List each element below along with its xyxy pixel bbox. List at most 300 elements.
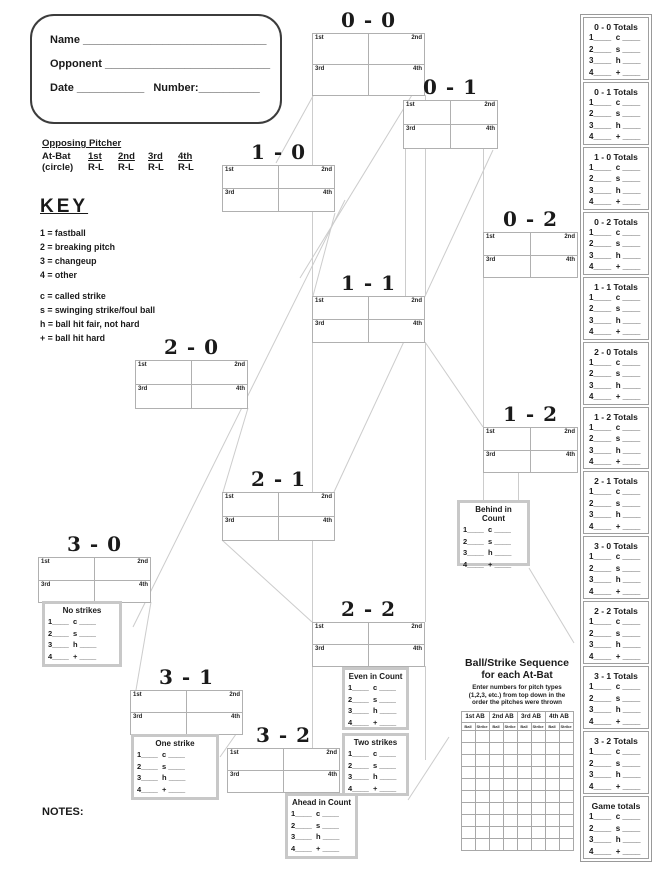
sequence-cell <box>559 838 573 850</box>
sequence-cell <box>489 826 503 838</box>
cell-label: 2nd <box>326 750 337 756</box>
sequence-cell <box>517 742 531 754</box>
strike-subheader: Strike <box>532 723 544 729</box>
cell-label: 1st <box>315 35 324 41</box>
cell-label: 4th <box>236 386 245 392</box>
tally-row: 4____ + ____ <box>48 651 97 661</box>
totals-box <box>583 212 649 275</box>
pitch-cell <box>136 361 192 385</box>
tally-row: 3____ h ____ <box>589 640 641 650</box>
sequence-cell <box>545 730 559 742</box>
sequence-cell <box>531 730 545 742</box>
sequence-cell <box>545 826 559 838</box>
key-line: 2 = breaking pitch <box>40 242 116 252</box>
sequence-cell <box>503 814 517 826</box>
ball-subheader: Ball <box>517 722 531 730</box>
cell-label: 1st <box>406 102 415 108</box>
tally-row: 3____ h ____ <box>589 315 641 325</box>
sequence-cell <box>545 742 559 754</box>
tally-row: 2____ s ____ <box>589 758 641 768</box>
cell-label: 4th <box>323 190 332 196</box>
tally-row: 4____ + ____ <box>589 327 641 337</box>
tally-row: 1____ c ____ <box>589 487 641 497</box>
pitch-cell <box>284 771 340 792</box>
sequence-cell <box>545 790 559 802</box>
cell-label: 4th <box>231 714 240 720</box>
pitch-cell <box>223 166 279 189</box>
totals-box <box>583 536 649 599</box>
situation-title: Ahead in Count <box>291 798 352 807</box>
rl-option: R-L <box>88 162 104 173</box>
name-field: Name ______________________________ <box>50 34 267 46</box>
key-line: + = ball hit hard <box>40 333 106 343</box>
sequence-cell <box>531 802 545 814</box>
tally-row: 4____ + ____ <box>589 521 641 531</box>
totals-box <box>583 796 649 859</box>
tally-row: 1____ c ____ <box>589 422 641 432</box>
tally-row: 2____ s ____ <box>589 109 641 119</box>
count-title: 3 - 1 <box>158 665 215 689</box>
tally-row: 3____ h ____ <box>589 510 641 520</box>
sequence-cell <box>545 838 559 850</box>
tally-row: 1____ c ____ <box>589 162 641 172</box>
tally-row: 1____ c ____ <box>589 812 641 822</box>
sequence-cell <box>503 778 517 790</box>
cell-label: 3rd <box>138 386 148 392</box>
sequence-cell <box>503 826 517 838</box>
tally-row: 2____ s ____ <box>348 694 396 704</box>
key-line: 3 = changeup <box>40 256 97 266</box>
totals-box <box>583 601 649 664</box>
count-title: 0 - 1 <box>422 75 479 99</box>
totals-title: 3 - 0 Totals <box>594 541 638 552</box>
sequence-subtitle: for each At-Bat <box>481 670 553 681</box>
totals-title: 0 - 1 Totals <box>594 86 638 97</box>
sequence-cell <box>517 754 531 766</box>
count-grid <box>227 748 340 793</box>
tally-row: 3____ h ____ <box>463 548 512 557</box>
count-box-1-2 <box>483 403 578 473</box>
pitch-cell <box>279 189 335 211</box>
tally-row: 2____ s ____ <box>291 820 339 830</box>
pitch-cell <box>228 749 284 771</box>
pitch-cell <box>131 713 187 734</box>
pitch-cell <box>39 581 95 603</box>
count-title: 2 - 0 <box>163 335 220 359</box>
tally-row: 3____ h ____ <box>348 772 397 781</box>
pitch-cell <box>369 320 425 342</box>
count-title: 1 - 0 <box>250 140 307 164</box>
sequence-cell <box>489 838 503 850</box>
sequence-cell <box>503 838 517 850</box>
ab-col-2nd: 2nd <box>118 151 135 162</box>
totals-box <box>583 407 649 470</box>
key-line: h = ball hit fair, not hard <box>40 319 140 329</box>
sequence-cell <box>517 814 531 826</box>
sequence-cell <box>559 778 573 790</box>
tally-row: 1____ c ____ <box>589 747 641 757</box>
cell-label: 1st <box>315 298 324 304</box>
cell-label: 1st <box>225 494 234 500</box>
cell-label: 3rd <box>41 581 51 588</box>
count-box-2-1 <box>222 468 335 541</box>
count-grid <box>403 100 498 149</box>
sequence-cell <box>503 730 517 742</box>
date-number-field: Date ___________ Number:__________ <box>50 82 260 94</box>
tally-row: 1____ c ____ <box>589 227 641 237</box>
count-title: 2 - 1 <box>250 467 307 491</box>
behind-in-count-box <box>457 500 530 569</box>
tally-row: 4____ + ____ <box>348 717 397 727</box>
tally-row: 3____ h ____ <box>589 575 641 585</box>
pitch-cell <box>531 451 578 473</box>
sequence-cell <box>461 754 475 766</box>
sequence-cell <box>461 778 475 790</box>
sequence-cell <box>475 814 489 826</box>
sequence-cell <box>503 754 517 766</box>
sequence-cell <box>461 838 475 850</box>
pitch-cell <box>484 256 531 278</box>
sequence-cell <box>559 766 573 778</box>
sequence-cell <box>489 790 503 802</box>
sequence-cell <box>461 802 475 814</box>
two-strikes-box <box>342 733 409 796</box>
tally-row: 4____ + ____ <box>589 846 641 856</box>
sequence-cell <box>517 766 531 778</box>
count-grid <box>483 427 578 473</box>
pitch-cell <box>223 493 279 517</box>
circle-label: (circle) <box>42 162 74 173</box>
situation-title: One strike <box>155 739 195 748</box>
tally-row: 4____ + ____ <box>589 716 641 726</box>
at-bat-label: At-Bat <box>42 151 71 162</box>
totals-box <box>583 471 649 534</box>
sequence-cell <box>531 838 545 850</box>
tally-row: 2____ s ____ <box>589 239 641 249</box>
sequence-cell <box>531 754 545 766</box>
sequence-title: Ball/Strike Sequence <box>465 657 569 669</box>
situation-title: Even in Count <box>348 672 403 681</box>
count-title: 1 - 1 <box>340 271 397 295</box>
tally-row: 3____ h ____ <box>589 56 641 65</box>
totals-box <box>583 147 649 210</box>
pitch-cell <box>279 166 335 189</box>
count-grid <box>135 360 248 409</box>
sequence-cell <box>517 778 531 790</box>
cell-label: 3rd <box>225 518 235 524</box>
cell-label: 2nd <box>564 429 575 435</box>
ab-header: 2nd AB <box>489 711 517 722</box>
sequence-cell <box>531 826 545 838</box>
sequence-cell <box>503 790 517 802</box>
cell-label: 4th <box>413 646 422 652</box>
tally-row: 4____ + ____ <box>589 197 641 207</box>
opponent-field: Opponent ___________________________ <box>50 58 271 70</box>
sequence-cell <box>517 790 531 802</box>
cell-label: 4th <box>486 126 495 132</box>
sequence-cell <box>489 802 503 814</box>
tally-row: 2____ s ____ <box>48 628 96 638</box>
tally-row: 1____ c ____ <box>137 750 185 759</box>
count-grid <box>312 622 425 667</box>
count-grid <box>222 165 335 212</box>
ahead-in-count-box <box>285 793 358 859</box>
cell-label: 1st <box>486 429 495 435</box>
sequence-cell <box>489 730 503 742</box>
pitch-cell <box>187 691 243 713</box>
cell-label: 2nd <box>411 298 422 304</box>
ball-subheader: Ball <box>489 722 503 730</box>
opposing-pitcher-title: Opposing Pitcher <box>42 138 122 149</box>
count-box-3-0 <box>38 533 151 603</box>
totals-title: 1 - 0 Totals <box>594 151 638 162</box>
cell-label: 2nd <box>234 362 245 368</box>
tally-row: 1____ c ____ <box>589 97 641 107</box>
tally-row: 2____ s ____ <box>589 304 641 314</box>
ab-header: 1st AB <box>461 711 489 722</box>
pitch-cell <box>369 297 425 320</box>
sequence-cell <box>545 802 559 814</box>
tally-row: 1____ c ____ <box>589 552 641 562</box>
pitch-cell <box>313 65 369 95</box>
sequence-cell <box>559 826 573 838</box>
tally-row: 4____ + ____ <box>589 457 641 467</box>
ab-header: 3rd AB <box>517 711 545 722</box>
sequence-cell <box>559 802 573 814</box>
situation-title: Behind in Count <box>475 505 512 523</box>
tally-row: 3____ h ____ <box>291 832 340 841</box>
totals-box <box>583 731 649 794</box>
count-box-1-0 <box>222 141 335 212</box>
sequence-cell <box>559 790 573 802</box>
totals-title: 3 - 2 Totals <box>594 736 638 747</box>
tally-row: 3____ h ____ <box>589 770 641 780</box>
ab-col-4th: 4th <box>178 151 193 162</box>
situation-title: No strikes <box>62 606 102 615</box>
cell-label: 3rd <box>315 646 325 652</box>
sequence-cell <box>503 766 517 778</box>
tally-row: 4____ + ____ <box>589 392 641 402</box>
tally-row: 3____ h ____ <box>589 120 641 130</box>
strike-subheader: Strike <box>476 723 488 729</box>
cell-label: 1st <box>41 559 50 565</box>
tally-row: 1____ c ____ <box>48 617 96 626</box>
tally-row: 2____ s ____ <box>589 693 641 703</box>
sequence-instructions: Enter numbers for pitch types (1,2,3, etc.) from top down in the order the pitches were thrown <box>468 684 566 706</box>
tally-row: 1____ c ____ <box>291 809 339 818</box>
cell-label: 2nd <box>137 559 148 565</box>
pitch-cell <box>369 645 425 666</box>
pitch-cell <box>228 771 284 792</box>
tally-row: 1____ c ____ <box>348 683 396 692</box>
player-info-box <box>30 14 282 124</box>
sequence-cell <box>475 754 489 766</box>
cell-label: 1st <box>138 362 147 368</box>
cell-label: 1st <box>225 167 234 173</box>
cell-label: 2nd <box>564 234 575 240</box>
pitch-cell <box>313 297 369 320</box>
rl-option: R-L <box>178 162 194 173</box>
sequence-cell <box>475 790 489 802</box>
sequence-cell <box>461 766 475 778</box>
sequence-cell <box>531 742 545 754</box>
pitch-cell <box>279 517 335 540</box>
tally-row: 3____ h ____ <box>348 706 397 715</box>
pitch-cell <box>95 581 151 603</box>
cell-label: 3rd <box>315 321 325 327</box>
count-grid <box>222 492 335 541</box>
tally-row: 1____ c ____ <box>463 525 511 534</box>
count-box-3-2 <box>227 724 340 793</box>
one-strike-box <box>131 734 219 800</box>
sequence-cell <box>517 730 531 742</box>
tally-row: 2____ s ____ <box>589 628 641 638</box>
key-line: s = swinging strike/foul ball <box>40 305 156 315</box>
tally-row: 3____ h ____ <box>589 185 641 195</box>
pitch-cell <box>95 558 151 581</box>
ab-col-1st: 1st <box>88 151 102 162</box>
sequence-cell <box>489 742 503 754</box>
cell-label: 1st <box>230 750 239 756</box>
count-title: 0 - 2 <box>502 207 559 231</box>
totals-title: 1 - 1 Totals <box>594 281 638 292</box>
sequence-cell <box>531 814 545 826</box>
tally-row: 2____ s ____ <box>589 823 641 833</box>
key-line: 4 = other <box>40 270 77 280</box>
tally-row: 3____ h ____ <box>137 773 186 782</box>
tally-row: 2____ s ____ <box>589 563 641 573</box>
totals-title: 1 - 2 Totals <box>594 411 638 422</box>
cell-label: 4th <box>413 321 422 327</box>
sequence-cell <box>461 790 475 802</box>
rl-option: R-L <box>118 162 134 173</box>
sequence-cell <box>559 742 573 754</box>
count-title: 2 - 2 <box>340 597 397 621</box>
tally-row: 4____ + ____ <box>348 783 397 793</box>
tally-row: 3____ h ____ <box>48 640 97 649</box>
ball-subheader: Ball <box>545 722 559 730</box>
count-grid <box>312 296 425 343</box>
totals-title: 2 - 0 Totals <box>594 346 638 357</box>
tally-row: 4____ + ____ <box>137 784 186 794</box>
pitch-cell <box>192 361 248 385</box>
pitch-cell <box>284 749 340 771</box>
sequence-cell <box>559 814 573 826</box>
cell-label: 4th <box>566 451 575 458</box>
ab-header: 4th AB <box>545 711 573 722</box>
pitch-cell <box>404 101 451 125</box>
tally-row: 2____ s ____ <box>589 434 641 444</box>
totals-box <box>583 82 649 145</box>
count-grid <box>38 557 151 603</box>
sequence-cell <box>531 766 545 778</box>
sequence-cell <box>517 838 531 850</box>
count-title: 1 - 2 <box>502 402 559 426</box>
cell-label: 2nd <box>484 102 495 108</box>
pitch-cell <box>484 428 531 451</box>
sequence-cell <box>475 826 489 838</box>
totals-title: Game totals <box>591 801 641 812</box>
sequence-cell <box>517 802 531 814</box>
cell-label: 1st <box>486 234 495 240</box>
pitch-cell <box>369 623 425 645</box>
tally-row: 2____ s ____ <box>589 369 641 379</box>
pitch-cell <box>484 233 531 256</box>
cell-label: 2nd <box>229 692 240 698</box>
count-box-1-1 <box>312 272 425 343</box>
even-in-count-box <box>342 667 409 730</box>
pitch-cell <box>531 428 578 451</box>
pitch-cell <box>484 451 531 473</box>
sequence-cell <box>475 730 489 742</box>
sequence-cell <box>545 754 559 766</box>
count-box-0-2 <box>483 208 578 278</box>
pitch-cell <box>313 320 369 342</box>
pitch-cell <box>39 558 95 581</box>
cell-label: 4th <box>566 256 575 263</box>
sequence-cell <box>461 814 475 826</box>
totals-box <box>583 666 649 729</box>
sequence-cell <box>559 730 573 742</box>
tally-row: 4____ + ____ <box>291 843 340 853</box>
sequence-cell <box>461 730 475 742</box>
pitch-cell <box>451 125 498 148</box>
sequence-cell <box>461 742 475 754</box>
tally-row: 2____ s ____ <box>463 536 511 546</box>
totals-box <box>583 17 649 80</box>
sequence-cell <box>475 742 489 754</box>
cell-label: 4th <box>139 581 148 588</box>
sequence-cell <box>461 826 475 838</box>
tally-row: 4____ + ____ <box>589 262 641 272</box>
tally-row: 2____ s ____ <box>589 174 641 184</box>
totals-title: 0 - 0 Totals <box>594 22 638 32</box>
sequence-cell <box>545 766 559 778</box>
tally-row: 3____ h ____ <box>589 445 641 455</box>
tally-row: 2____ s ____ <box>348 760 396 770</box>
pitch-cell <box>313 645 369 666</box>
ab-col-3rd: 3rd <box>148 151 163 162</box>
pitch-cell <box>531 233 578 256</box>
tally-row: 4____ + ____ <box>589 781 641 791</box>
key-line: 1 = fastball <box>40 228 86 238</box>
sequence-cell <box>489 778 503 790</box>
tally-row: 4____ + ____ <box>589 132 641 142</box>
sequence-cell <box>545 814 559 826</box>
key-section <box>40 196 155 345</box>
cell-label: 3rd <box>225 190 235 196</box>
ball-strike-sequence-section <box>454 657 580 851</box>
cell-label: 3rd <box>486 451 496 458</box>
tally-row: 4____ + ____ <box>589 67 641 77</box>
cell-label: 3rd <box>230 772 240 778</box>
count-grid <box>483 232 578 278</box>
tally-row: 2____ s ____ <box>589 44 641 54</box>
count-title: 3 - 0 <box>66 532 123 556</box>
tally-row: 1____ c ____ <box>348 749 396 758</box>
ball-subheader: Ball <box>461 722 475 730</box>
pitch-cell <box>404 125 451 148</box>
cell-label: 4th <box>323 518 332 524</box>
cell-label: 3rd <box>315 66 325 72</box>
count-box-2-2 <box>312 598 425 667</box>
tally-row: 1____ c ____ <box>589 617 641 627</box>
cell-label: 2nd <box>321 167 332 173</box>
pitch-cell <box>136 385 192 408</box>
cell-label: 4th <box>413 66 422 72</box>
pitch-cell <box>223 189 279 211</box>
cell-label: 1st <box>133 692 142 698</box>
